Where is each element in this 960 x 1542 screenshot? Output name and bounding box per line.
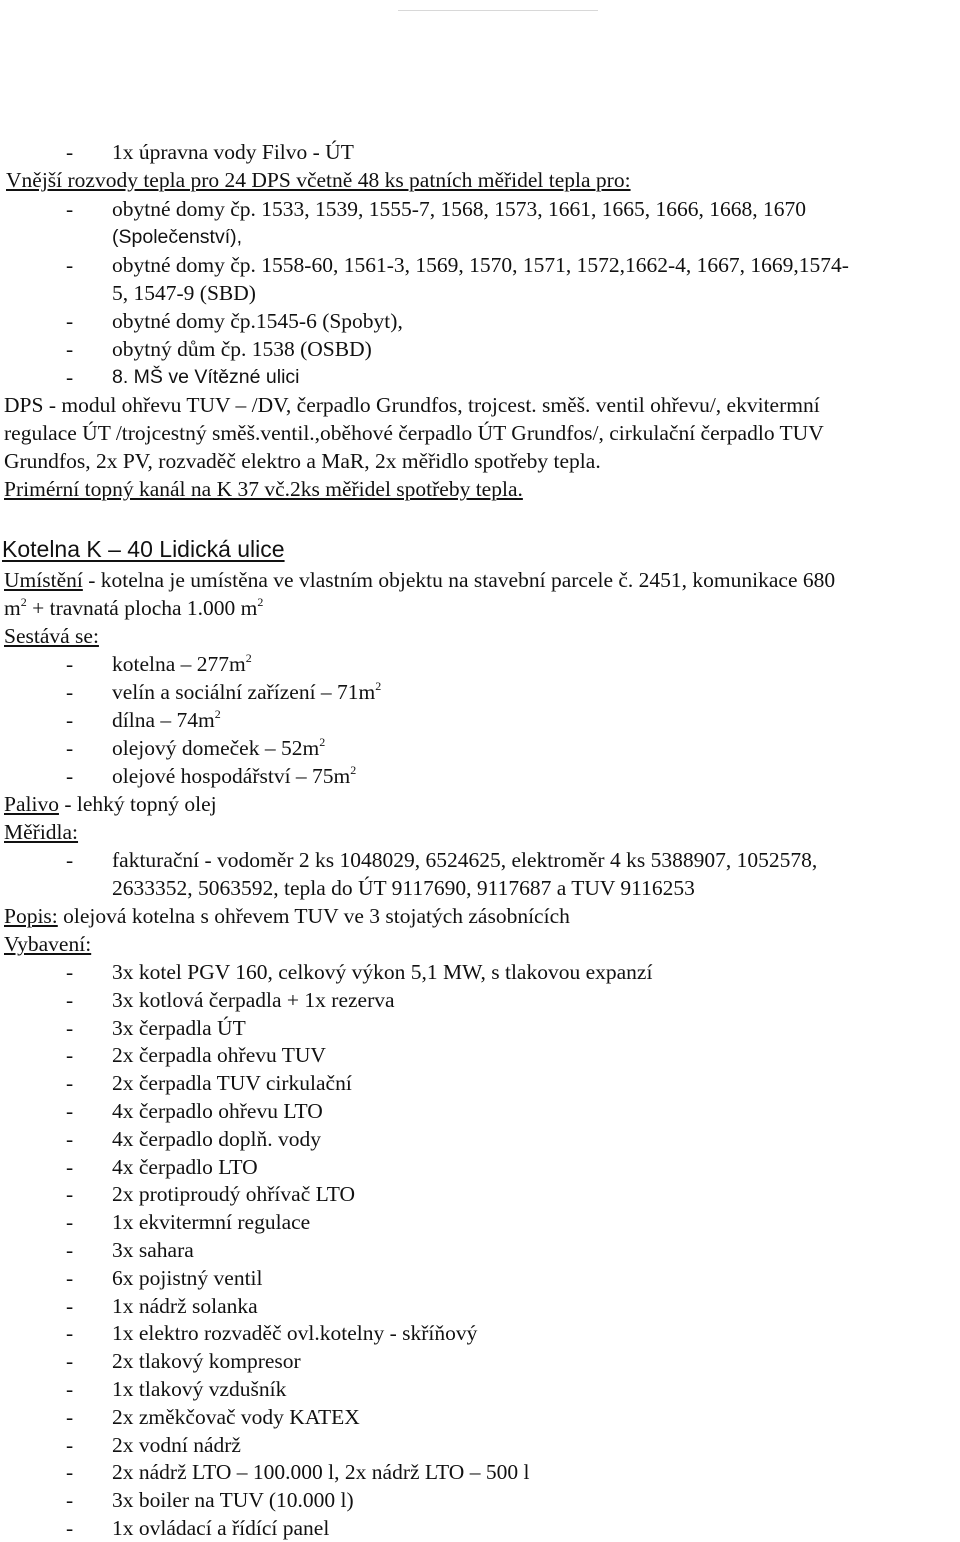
dps-line: Grundfos, 2x PV, rozvaděč elektro a MaR, 2x měřidlo spotřeby tepla.	[4, 449, 601, 473]
header-rule	[398, 10, 598, 11]
list-dash: -	[66, 960, 74, 984]
list-item-text: 3x sahara	[112, 1238, 194, 1262]
list-dash: -	[66, 1154, 74, 1179]
list-item-text: 4x čerpadlo LTO	[112, 1154, 258, 1179]
umisteni-label: Umístění	[4, 568, 83, 592]
list-item-text: 6x pojistný ventil	[112, 1265, 263, 1290]
section-title-kotelna: Kotelna K – 40 Lidická ulice	[2, 536, 285, 562]
list-dash: -	[66, 1099, 74, 1123]
section-heading-vnejsi-rozvody: Vnější rozvody tepla pro 24 DPS včetně 48 ks patních měřidel tepla pro:	[6, 168, 631, 192]
list-dash: -	[66, 1043, 74, 1068]
list-dash: -	[66, 1210, 74, 1235]
list-dash: -	[66, 1349, 74, 1374]
umisteni-line-2: $m^2$ + travnatá plocha 1.000 $m^2$	[4, 595, 264, 620]
list-item-text: 1x elektro rozvaděč ovl.kotelny - skříňový	[112, 1321, 478, 1346]
palivo-label: Palivo	[4, 792, 59, 816]
list-item-text: 1x ekvitermní regulace	[112, 1210, 311, 1235]
list-item-text: 3x boiler na TUV (10.000 l)	[112, 1488, 354, 1513]
list-item-text: 1x nádrž solanka	[112, 1293, 258, 1318]
list-item-text: 1x tlakový vzdušník	[112, 1377, 287, 1401]
primerni-kanal: Primérní topný kanál na K 37 vč.2ks měřidel spotřeby tepla.	[4, 477, 523, 501]
list-item-text: 2x protiproudý ohřívač LTO	[112, 1182, 356, 1207]
umisteni-text: - kotelna je umístěna ve vlastním objektu na stavební parcele č. 2451, komunikace 680	[82, 568, 836, 592]
list-dash: -	[66, 1126, 74, 1151]
list-item-text: 2x čerpadla TUV cirkulační	[112, 1071, 352, 1096]
list-dash: -	[66, 1293, 74, 1318]
list-dash: -	[66, 1460, 74, 1485]
meridla-label: Měřidla:	[4, 820, 79, 844]
dps-line: DPS - modul ohřevu TUV – /DV, čerpadlo Grundfos, trojcest. směš. ventil ohřevu/, ekvitermní	[4, 393, 820, 417]
list-item-text: 3x kotel PGV 160, celkový výkon 5,1 MW, s tlakovou expanzí	[112, 960, 653, 984]
list-item-text: 4x čerpadlo ohřevu LTO	[112, 1099, 323, 1123]
popis-line: Popis: olejová kotelna s ohřevem TUV ve 3 stojatých zásobnících	[4, 904, 570, 928]
palivo-line: Palivo - lehký topný olej	[4, 792, 217, 816]
umisteni-line	[4, 566, 835, 594]
list-dash: -	[66, 1516, 74, 1540]
list-item-text: 2x změkčovač vody KATEX	[112, 1404, 360, 1429]
list-dash: -	[66, 1182, 74, 1207]
list-item-text: 2x vodní nádrž	[112, 1432, 241, 1457]
list-item-text: 2x nádrž LTO – 100.000 l, 2x nádrž LTO – 500 l	[112, 1460, 530, 1485]
list-item-text: 2x tlakový kompresor	[112, 1349, 301, 1374]
vybaveni-label: Vybavení:	[4, 932, 92, 956]
list-dash: -	[66, 1321, 74, 1346]
list-dash: -	[66, 1238, 74, 1262]
list-dash: -	[66, 987, 74, 1012]
list-dash: -	[66, 1404, 74, 1429]
list-item-text: 3x kotlová čerpadla + 1x rezerva	[112, 987, 395, 1012]
list-item-text: 2x čerpadla ohřevu TUV	[112, 1043, 326, 1068]
list-dash: -	[66, 1071, 74, 1096]
list-dash: -	[66, 1488, 74, 1513]
dps-line: regulace ÚT /trojcestný směš.ventil.,oběhové čerpadlo ÚT Grundfos/, cirkulační čerpadlo TUV	[4, 421, 824, 445]
list-dash: -	[66, 1265, 74, 1290]
list-dash: -	[66, 1377, 74, 1401]
list-dash: -	[66, 1015, 74, 1040]
document-page: - 1x úpravna vody Filvo - ÚT Vnější rozvody tepla pro 24 DPS včetně 48 ks patních měřidel tepla pro: - obytné domy čp. 1533, 1539, 1555-7, 1568, 1573, 1661, 1665, 1666, 1668, 1670 (Společenství), - obytné domy čp. 1558-60, 1561-3, 1569, 1570, 1571, 1572,1662-4, 1667, 1669,1574- 5, 1547-9 (SBD) - obytné domy čp.1545-6 (Spobyt), - obytný dům čp. 1538 (OSBD) - 8. MŠ ve Vítězné ulici DPS - modul ohřevu TUV – /DV, čerpadlo Grundfos, trojcest. směš. ventil ohřevu/, ekvitermní regulace ÚT /trojcestný směš.ventil.,oběhové čerpadlo ÚT Grundfos/, cirkulační čerpadlo TUV Grundfos, 2x PV, rozvaděč elektro a MaR, 2x měřidlo spotřeby tepla. Primérní topný kanál na K 37 vč.2ks měřidel spotřeby tepla. Kotelna K – 40 Lidická ulice Umístění - kotelna je umístěna ve vlastním objektu na stavební parcele č. 2451, komunikace 680 $m^2$ + travnatá plocha 1.000 $m^2$ Sestává se: - kotelna – $277m^2$ - velín a sociální zařízení – $71m^2$ - dílna – $74m^2$ - olejový domeček – $52m^2$ - olejové hospodářství – $75m^2$ Palivo - lehký topný olej Měřidla: - fakturační - vodoměr 2 ks 1048029, 6524625, elektroměr 4 ks 5388907, 1052578, 2633352, 5063592, tepla do ÚT 9117690, 9117687 a TUV 9116253 Popis: olejová kotelna s ohřevem TUV ve 3 stojatých zásobnících Vybavení: - 3x kotel PGV 160, celkový výkon 5,1 MW, s tlakovou expanzí - 3x kotlová čerpadla + 1x rezerva - 3x čerpadla ÚT - 2x čerpadla ohřevu TUV - 2x čerpadla TUV cirkulační - 4x čerpadlo ohřevu LTO - 4x čerpadlo doplň. vody - 4x čerpadlo LTO - 2x protiproudý ohřívač LTO - 1x ekvitermní regulace - 3x sahara - 6x pojistný ventil - 1x nádrž solanka - 1x elektro rozvaděč ovl.kotelny - skříňový - 2x tlakový kompresor - 1x tlakový vzdušník - 2x změkčovač vody KATEX - 2x vodní nádrž - 2x nádrž LTO – 100.000 l, 2x nádrž LTO – 500 l - 3x boiler na TUV (10.000 l) - 1x ovládací a řídící panel	[0, 0, 960, 1542]
list-item-text: 4x čerpadlo doplň. vody	[112, 1126, 321, 1151]
list-item-text: 3x čerpadla ÚT	[112, 1015, 246, 1040]
list-dash: -	[66, 1432, 74, 1457]
popis-label: Popis:	[4, 904, 58, 928]
list-item-text: 1x ovládací a řídící panel	[112, 1516, 330, 1540]
sestava-label: Sestává se:	[4, 624, 99, 648]
